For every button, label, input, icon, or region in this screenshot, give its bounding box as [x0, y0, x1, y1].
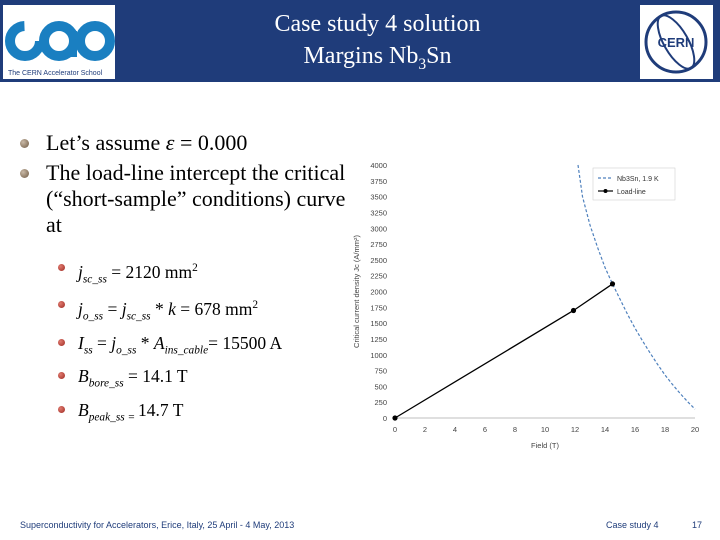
bullet-icon [20, 169, 29, 178]
value: = 678 mm [175, 299, 253, 320]
bullet-icon [58, 264, 65, 271]
sub-bullet-jo [58, 294, 358, 328]
bullet-value: = 0.000 [174, 130, 248, 155]
cas-logo-caption: The CERN Accelerator School [8, 70, 103, 77]
cas-logo [3, 5, 115, 79]
y-tick-label: 1500 [370, 319, 387, 329]
operator: * [150, 299, 169, 320]
y-tick-label: 2500 [370, 255, 387, 265]
sub-bullet-jsc [58, 257, 358, 291]
x-tick-label: 0 [392, 425, 398, 434]
y-tick-label: 1750 [370, 303, 387, 313]
x-tick-label: 20 [690, 425, 700, 434]
title-subscript: 3 [418, 55, 427, 73]
var: B [78, 366, 89, 387]
x-tick-label: 10 [540, 425, 550, 434]
y-tick-label: 2000 [370, 287, 387, 297]
subscript: sc_ss [126, 310, 151, 323]
x-tick-label: 2 [422, 425, 428, 434]
subscript: o_ss [116, 344, 137, 357]
x-tick-label: 14 [600, 425, 610, 434]
x-tick-label: 18 [660, 425, 670, 434]
x-tick-label: 12 [570, 425, 580, 434]
x-tick-label: 6 [482, 425, 488, 434]
footer-conference: Superconductivity for Accelerators, Erice, Italy, 25 April - 4 May, 2013 [20, 520, 295, 530]
subscript: ss [83, 344, 93, 357]
bullet-text: Let’s assume [46, 130, 166, 155]
y-axis-label: Critical current density Jc (A/mm²) [352, 235, 361, 348]
x-tick-label: 16 [630, 425, 640, 434]
var: B [78, 399, 89, 420]
series-line-load-line [395, 284, 613, 418]
superscript: 2 [192, 262, 198, 274]
y-tick-label: 2250 [370, 271, 387, 281]
y-tick-label: 0 [382, 414, 387, 423]
y-tick-label: 4000 [370, 161, 387, 170]
operator: * [136, 332, 154, 353]
series-line-nb3sn-critical [578, 165, 695, 409]
var: j [78, 299, 83, 320]
main-bullets [20, 130, 350, 242]
equals: = [92, 332, 112, 353]
subscript: ins_cable [164, 344, 209, 357]
cern-logo-text: CERN [657, 35, 695, 50]
value: = 14.1 T [123, 366, 188, 387]
cern-logo [640, 5, 713, 79]
sub-bullets [58, 257, 358, 432]
load-line-marker [610, 281, 615, 286]
subscript: o_ss [82, 310, 104, 323]
y-tick-label: 3000 [370, 224, 387, 234]
var: I [78, 332, 84, 353]
critical-current-chart [345, 150, 710, 460]
subscript [89, 411, 138, 423]
y-tick-label: 750 [374, 366, 387, 376]
subscript: sc_ss [82, 273, 107, 286]
x-axis-label: Field (T) [531, 441, 559, 450]
header-bar [0, 0, 720, 82]
bullet-text: The load-line intercept the critical (“short-sample” conditions) curve at [46, 160, 346, 237]
y-tick-label: 500 [374, 382, 387, 392]
y-tick-label: 3250 [370, 208, 387, 218]
bullet-intercept [20, 160, 350, 238]
bullet-icon [58, 406, 65, 413]
var: k [168, 299, 176, 320]
x-tick-label: 8 [512, 425, 518, 434]
legend-marker [604, 189, 608, 193]
sub-bullet-bbore [58, 365, 358, 396]
footer-case-study: Case study 4 [606, 520, 659, 530]
y-tick-label: 250 [374, 398, 387, 408]
load-line-marker [571, 308, 576, 313]
bullet-icon [58, 301, 65, 308]
value: = 15500 A [208, 332, 283, 353]
y-tick-label: 1250 [370, 334, 387, 344]
legend-label: Load-line [617, 189, 646, 196]
y-tick-label: 3500 [370, 192, 387, 202]
bullet-icon [58, 372, 65, 379]
title-line-2 [150, 40, 605, 81]
bullet-icon [58, 339, 65, 346]
value: = 2120 mm [106, 261, 193, 282]
title-suffix: Sn [426, 43, 452, 69]
bullet-assume [20, 130, 350, 156]
y-tick-label: 3750 [370, 176, 387, 186]
legend-label: Nb3Sn, 1.9 K [617, 176, 659, 183]
var: j [111, 332, 117, 353]
epsilon-symbol: ε [165, 130, 175, 155]
sub-bullet-bpeak [58, 399, 358, 430]
y-tick-label: 1000 [370, 350, 387, 360]
superscript: 2 [252, 299, 258, 312]
equals: = [103, 299, 122, 320]
x-tick-label: 4 [452, 425, 458, 434]
sub-bullet-iss [58, 332, 358, 363]
subscript-text: peak_ss [88, 411, 125, 424]
bullet-icon [20, 139, 29, 148]
var: A [153, 332, 165, 353]
subscript: bore_ss [88, 377, 124, 390]
y-tick-label: 2750 [370, 240, 387, 250]
title-line-1: Case study 4 solution [274, 11, 481, 37]
load-line-marker [392, 415, 397, 420]
slide-title [150, 8, 605, 81]
title-prefix: Margins Nb [303, 43, 419, 69]
subscript-equals: = [124, 411, 139, 424]
footer-page-number: 17 [692, 520, 703, 530]
var: j [78, 261, 83, 282]
var: j [121, 299, 127, 320]
value: 14.7 T [138, 399, 184, 420]
